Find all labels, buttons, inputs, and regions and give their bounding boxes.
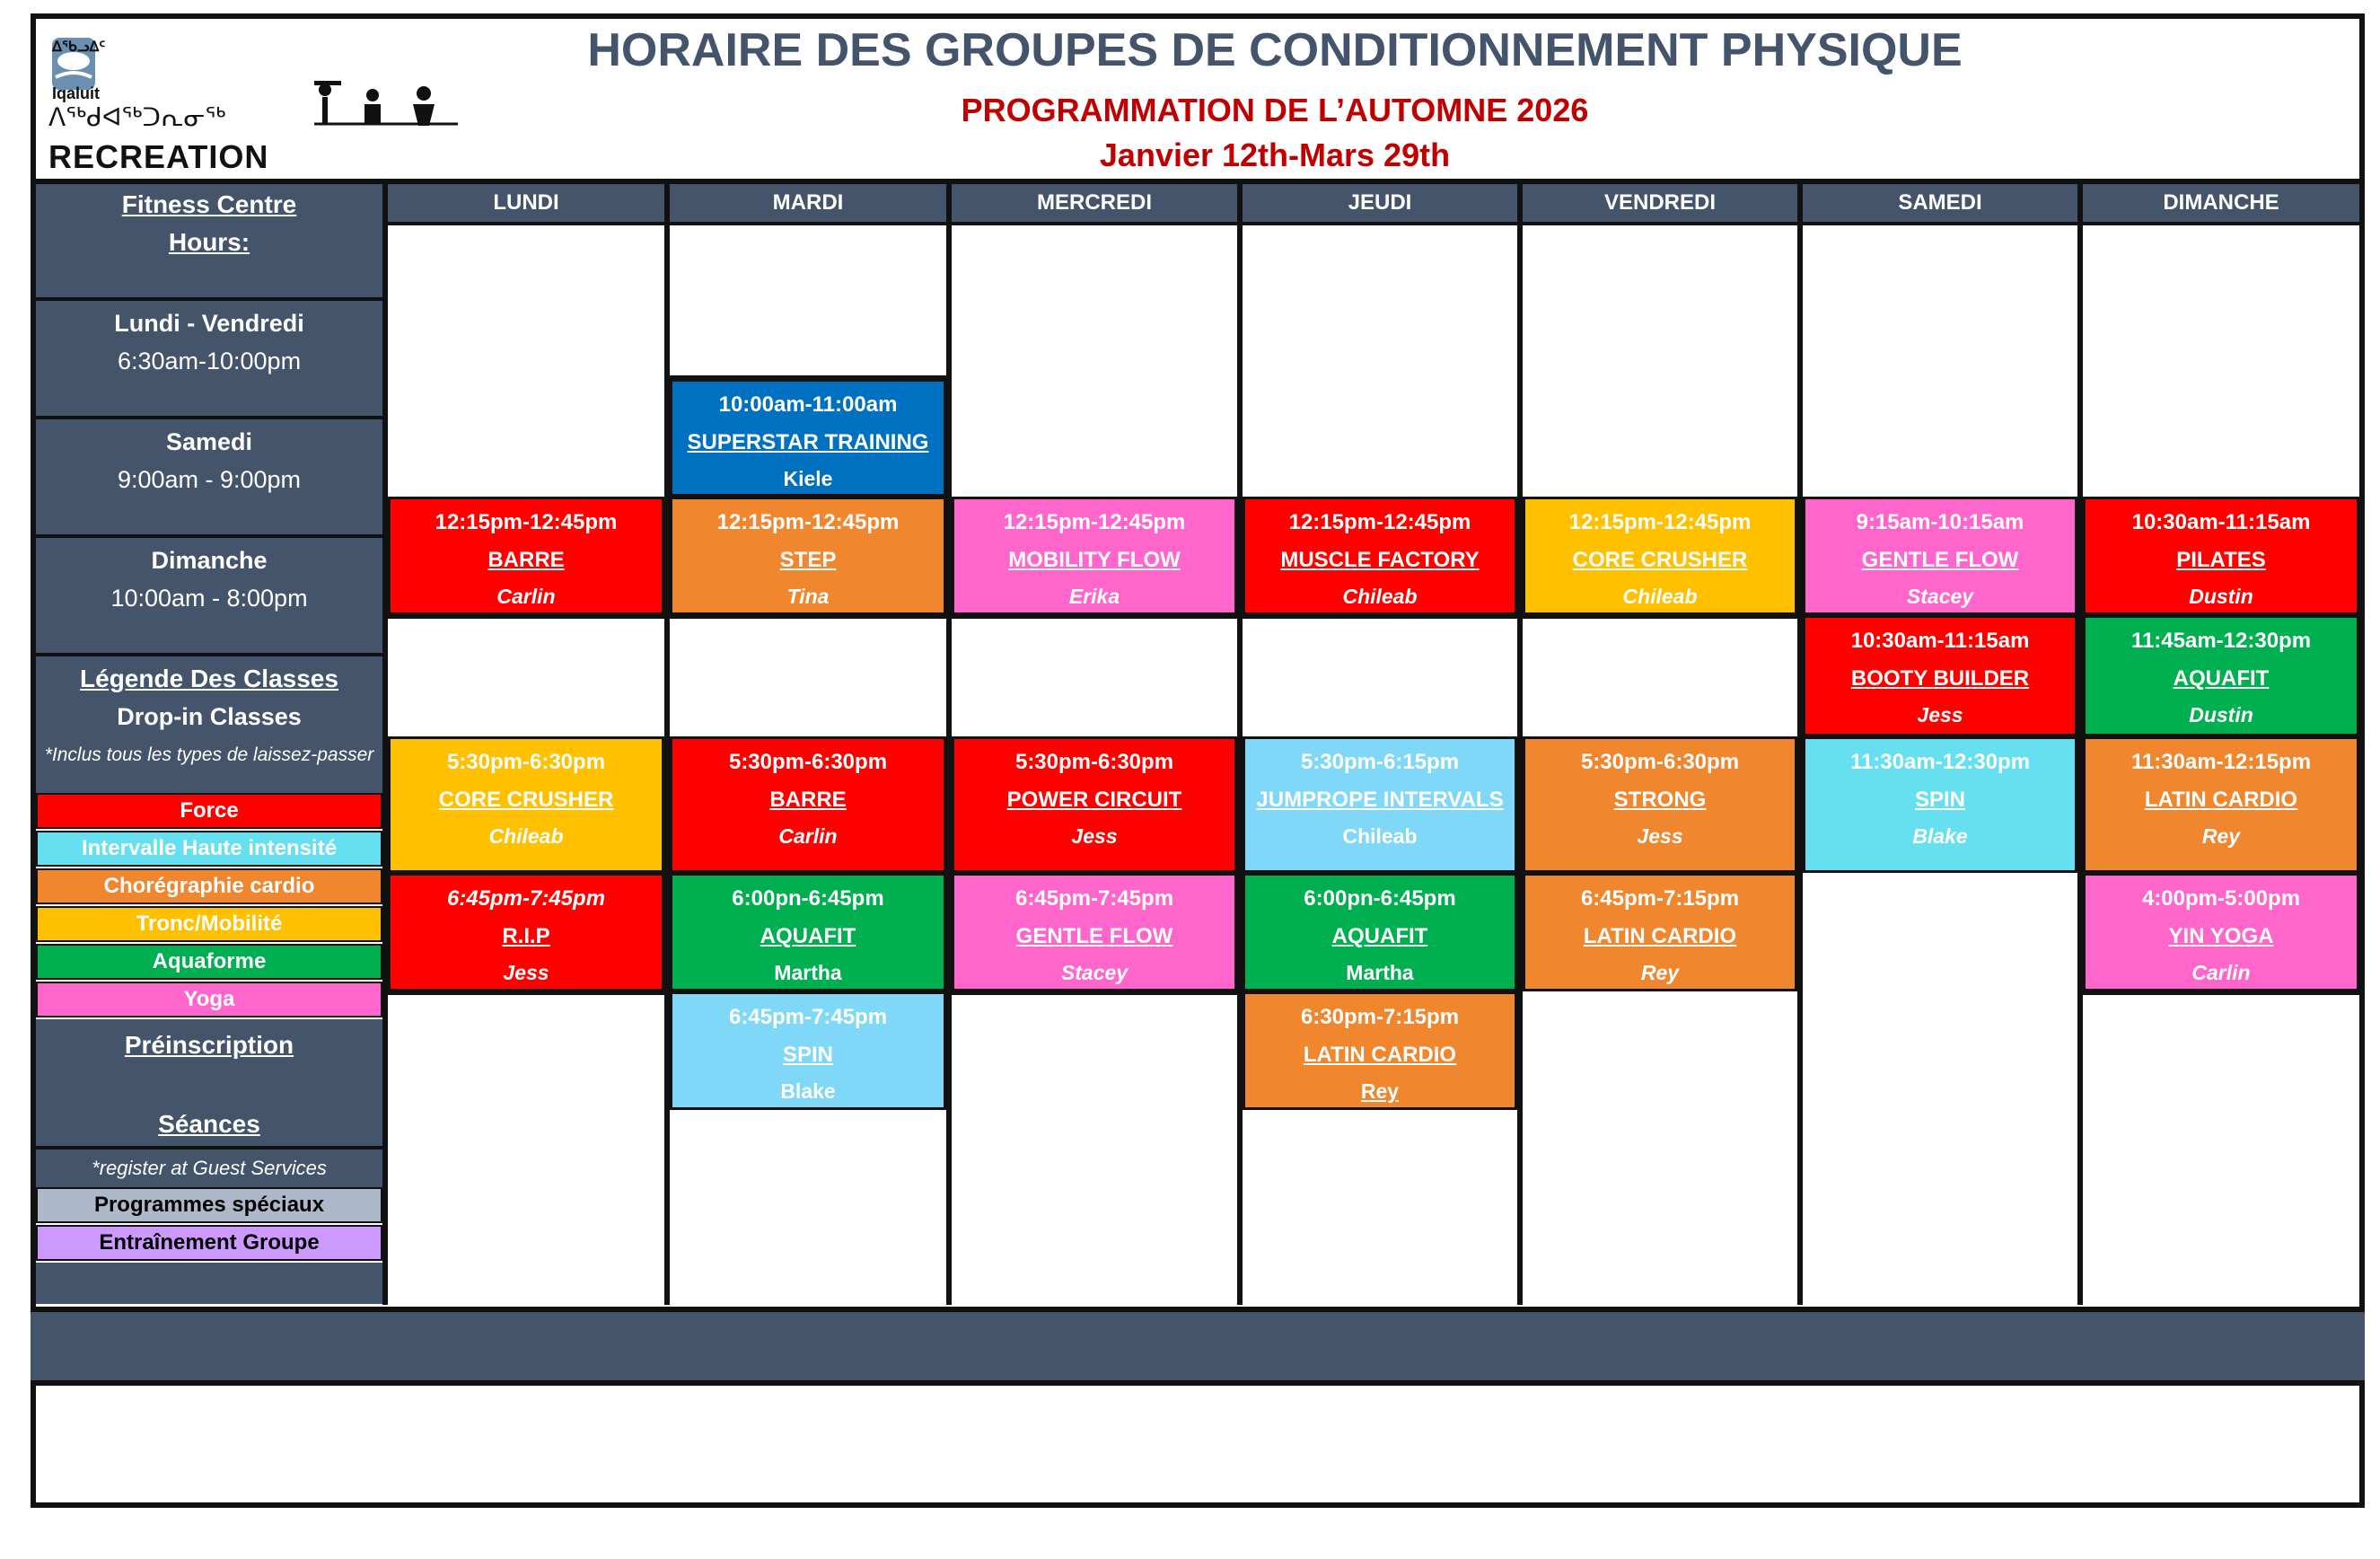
hours-title-1: Fitness Centre [121, 190, 297, 218]
register-note-block [36, 1149, 382, 1187]
class-name[interactable]: LATIN CARDIO [1303, 1043, 1457, 1067]
class-name[interactable]: STEP [779, 548, 837, 572]
class-name[interactable]: PILATES [2176, 548, 2266, 572]
class-time: 5:30pm-6:15pm [1300, 750, 1460, 774]
class-name[interactable]: BOOTY BUILDER [1850, 666, 2030, 691]
day-header-jeudi: JEUDI [1243, 184, 1517, 222]
row-divider [2083, 991, 2359, 995]
instructor-name: Jess [1917, 703, 1963, 727]
class-time: 10:30am-11:15am [1850, 629, 2030, 653]
instructor-name: Chileab [1622, 585, 1698, 608]
legend-hiit: Intervalle Haute intensité [36, 831, 382, 867]
instructor-name: Tina [786, 585, 830, 608]
header-row-divider [388, 222, 2359, 225]
instructor-name: Jess [1071, 824, 1118, 848]
class-slot-lundi-2[interactable] [388, 736, 664, 873]
class-slot-samedi-3[interactable] [1803, 736, 2077, 873]
instructor-name: Jess [503, 961, 549, 984]
instructor-name: Dustin [2189, 585, 2253, 608]
class-time: 6:45pm-7:45pm [728, 1005, 888, 1029]
day-header-vendredi: VENDREDI [1523, 184, 1797, 222]
class-slot-mardi-am[interactable] [670, 379, 946, 497]
page-subtitle: PROGRAMMATION DE L’AUTOMNE 2026 [961, 92, 1589, 128]
sunday-hours-block [36, 538, 382, 656]
instructor-name: Carlin [778, 824, 838, 848]
instructor-name: Jess [1637, 824, 1683, 848]
instructor-name: Rey [1360, 1079, 1400, 1103]
class-slot-mardi-2[interactable] [670, 736, 946, 873]
saturday-hours: 9:00am - 9:00pm [117, 466, 302, 493]
instructor-name: Chileab [1342, 585, 1418, 608]
class-name[interactable]: CORE CRUSHER [438, 788, 614, 812]
class-time: 12:15pm-12:45pm [435, 510, 618, 534]
class-time: 12:15pm-12:45pm [1003, 510, 1186, 534]
class-time: 11:30am-12:15pm [2130, 750, 2312, 774]
instructor-name: Blake [1912, 824, 1968, 848]
prereg-title: Préinscription [124, 1031, 294, 1059]
weekday-hours: 6:30am-10:00pm [117, 348, 302, 374]
class-time: 5:30pm-6:30pm [1014, 750, 1174, 774]
legend-special-programs: Programmes spéciaux [36, 1187, 382, 1223]
class-time: 5:30pm-6:30pm [728, 750, 888, 774]
class-slot-dimanche-3[interactable] [2083, 736, 2359, 873]
class-name[interactable]: R.I.P [502, 924, 550, 948]
class-time: 6:45pm-7:15pm [1580, 886, 1740, 911]
class-slot-vendredi-2[interactable] [1523, 736, 1797, 873]
instructor-name: Carlin [2191, 961, 2251, 984]
class-name[interactable]: MUSCLE FACTORY [1280, 548, 1480, 572]
saturday-label: Samedi [165, 428, 253, 455]
class-slot-dimanche-1[interactable] [2083, 497, 2359, 615]
day-header-mercredi: MERCREDI [952, 184, 1237, 222]
class-name[interactable]: LATIN CARDIO [1583, 924, 1737, 948]
class-time: 11:30am-12:30pm [1849, 750, 2031, 774]
row-divider [388, 615, 1797, 619]
class-time: 10:00am-11:00am [718, 392, 898, 417]
instructor-name: Stacey [1060, 961, 1129, 984]
class-name[interactable]: STRONG [1613, 788, 1707, 812]
class-time: 12:15pm-12:45pm [716, 510, 900, 534]
logo-recreation: RECREATION [48, 138, 269, 175]
footer-bar [31, 1307, 2365, 1386]
class-time: 12:15pm-12:45pm [1288, 510, 1471, 534]
day-header-lundi: LUNDI [388, 184, 664, 222]
class-time: 5:30pm-6:30pm [446, 750, 606, 774]
row-divider [670, 375, 946, 379]
class-time: 6:45pm-7:45pm [1014, 886, 1174, 911]
legend-force: Force [36, 793, 382, 829]
dropin-note: *Inclus tous les types de laissez-passer [44, 744, 374, 765]
class-name[interactable]: AQUAFIT [2173, 666, 2270, 691]
preregistration-block [36, 1019, 382, 1149]
class-slot-dimanche-4[interactable] [2083, 873, 2359, 991]
class-name[interactable]: GENTLE FLOW [1015, 924, 1173, 948]
row-divider [388, 991, 664, 995]
instructor-name: Rey [1640, 961, 1680, 984]
instructor-name: Martha [774, 961, 842, 984]
class-name[interactable]: BARRE [769, 788, 847, 812]
instructor-name: Erika [1068, 585, 1120, 608]
legend-cardio-choreo: Chorégraphie cardio [36, 868, 382, 904]
class-slot-lundi-1[interactable] [388, 497, 664, 615]
hours-title-2: Hours: [168, 228, 250, 256]
class-time: 10:30am-11:15am [2131, 510, 2311, 534]
sidebar-bottom [36, 1263, 382, 1304]
class-name[interactable]: CORE CRUSHER [1572, 548, 1748, 572]
class-time: 11:45am-12:30pm [2130, 629, 2312, 653]
class-time: 6:00pn-6:45pm [732, 886, 884, 911]
class-name[interactable]: SPIN [782, 1043, 833, 1067]
instructor-name: Dustin [2189, 703, 2253, 727]
class-name[interactable]: BARRE [487, 548, 565, 572]
class-slot-vendredi-3[interactable] [1523, 873, 1797, 991]
register-note: *register at Guest Services [92, 1157, 327, 1179]
class-time: 5:30pm-6:30pm [1580, 750, 1740, 774]
instructor-name: Chileab [488, 824, 564, 848]
date-range: Janvier 12th-Mars 29th [1099, 137, 1451, 173]
legend-title: Légende Des Classes [80, 665, 338, 692]
class-name[interactable]: AQUAFIT [1331, 924, 1428, 948]
class-slot-jeudi-2[interactable] [1243, 736, 1517, 873]
instructor-name: Blake [780, 1079, 836, 1103]
day-header-dimanche: DIMANCHE [2083, 184, 2359, 222]
instructor-name: Rey [2201, 824, 2241, 848]
class-slot-jeudi-4[interactable] [1243, 991, 1517, 1110]
class-time: 6:45pm-7:45pm [446, 886, 606, 911]
instructor-name: Stacey [1906, 585, 1974, 608]
row-divider [952, 991, 1237, 995]
class-slot-jeudi-3[interactable] [1243, 873, 1517, 991]
saturday-hours-block [36, 419, 382, 538]
instructor-name: Martha [1346, 961, 1414, 984]
class-time: 4:00pm-5:00pm [2141, 886, 2301, 911]
class-name[interactable]: GENTLE FLOW [1861, 548, 2019, 572]
legend-aquaforme: Aquaforme [36, 944, 382, 980]
logo-syllabics: ᐱᖅᑯᐊᖅᑐᕆᓂᕐᒃ [48, 103, 226, 131]
class-time: 6:00pn-6:45pm [1304, 886, 1456, 911]
class-slot-jeudi-1[interactable] [1243, 497, 1517, 615]
class-slot-vendredi-1[interactable] [1523, 497, 1797, 615]
logo-syllabics-small: ᐃᖃᓗᐃᑦ [52, 40, 106, 55]
class-slot-mercredi-1[interactable] [952, 497, 1237, 615]
class-name[interactable]: POWER CIRCUIT [1006, 788, 1182, 812]
legend-core-mobility: Tronc/Mobilité [36, 906, 382, 942]
instructor-name: Carlin [496, 585, 556, 608]
class-slot-mardi-4[interactable] [670, 991, 946, 1110]
sunday-hours: 10:00am - 8:00pm [110, 585, 308, 612]
class-name[interactable]: LATIN CARDIO [2144, 788, 2298, 812]
class-slot-samedi-1[interactable] [1803, 497, 2077, 615]
legend-yoga: Yoga [36, 982, 382, 1017]
instructor-name: Kiele [783, 467, 833, 490]
legend-group-training: Entraînement Groupe [36, 1225, 382, 1261]
sunday-label: Dimanche [151, 547, 268, 574]
dropin-label: Drop-in Classes [117, 703, 302, 730]
class-slot-mardi-1[interactable] [670, 497, 946, 615]
class-slot-lundi-3[interactable] [388, 873, 664, 991]
class-time: 6:30pm-7:15pm [1300, 1005, 1460, 1029]
class-name[interactable]: SUPERSTAR TRAINING [687, 430, 929, 454]
class-slot-dimanche-2[interactable] [2083, 615, 2359, 736]
hours-title-block [36, 184, 382, 301]
class-name[interactable]: MOBILITY FLOW [1008, 548, 1181, 572]
class-slot-mercredi-2[interactable] [952, 736, 1237, 873]
day-header-mardi: MARDI [670, 184, 946, 222]
class-slot-mercredi-3[interactable] [952, 873, 1237, 991]
class-time: 12:15pm-12:45pm [1568, 510, 1752, 534]
instructor-name: Chileab [1342, 824, 1418, 848]
class-name[interactable]: AQUAFIT [760, 924, 856, 948]
sessions-title: Séances [158, 1110, 260, 1138]
class-slot-samedi-2[interactable] [1803, 615, 2077, 736]
class-time: 9:15am-10:15am [1856, 510, 2024, 534]
day-header-samedi: SAMEDI [1803, 184, 2077, 222]
class-name[interactable]: SPIN [1914, 788, 1965, 812]
legend-title-block [36, 656, 382, 793]
class-name[interactable]: YIN YOGA [2168, 924, 2274, 948]
class-slot-mardi-3[interactable] [670, 873, 946, 991]
weekday-hours-block [36, 301, 382, 419]
weekday-label: Lundi - Vendredi [114, 310, 304, 337]
logo-city: Iqaluit [52, 84, 100, 102]
page-title: HORAIRE DES GROUPES DE CONDITIONNEMENT PHYSIQUE [587, 24, 1963, 76]
athlete-silhouettes-icon [314, 81, 458, 126]
class-name[interactable]: JUMPROPE INTERVALS [1256, 788, 1504, 812]
